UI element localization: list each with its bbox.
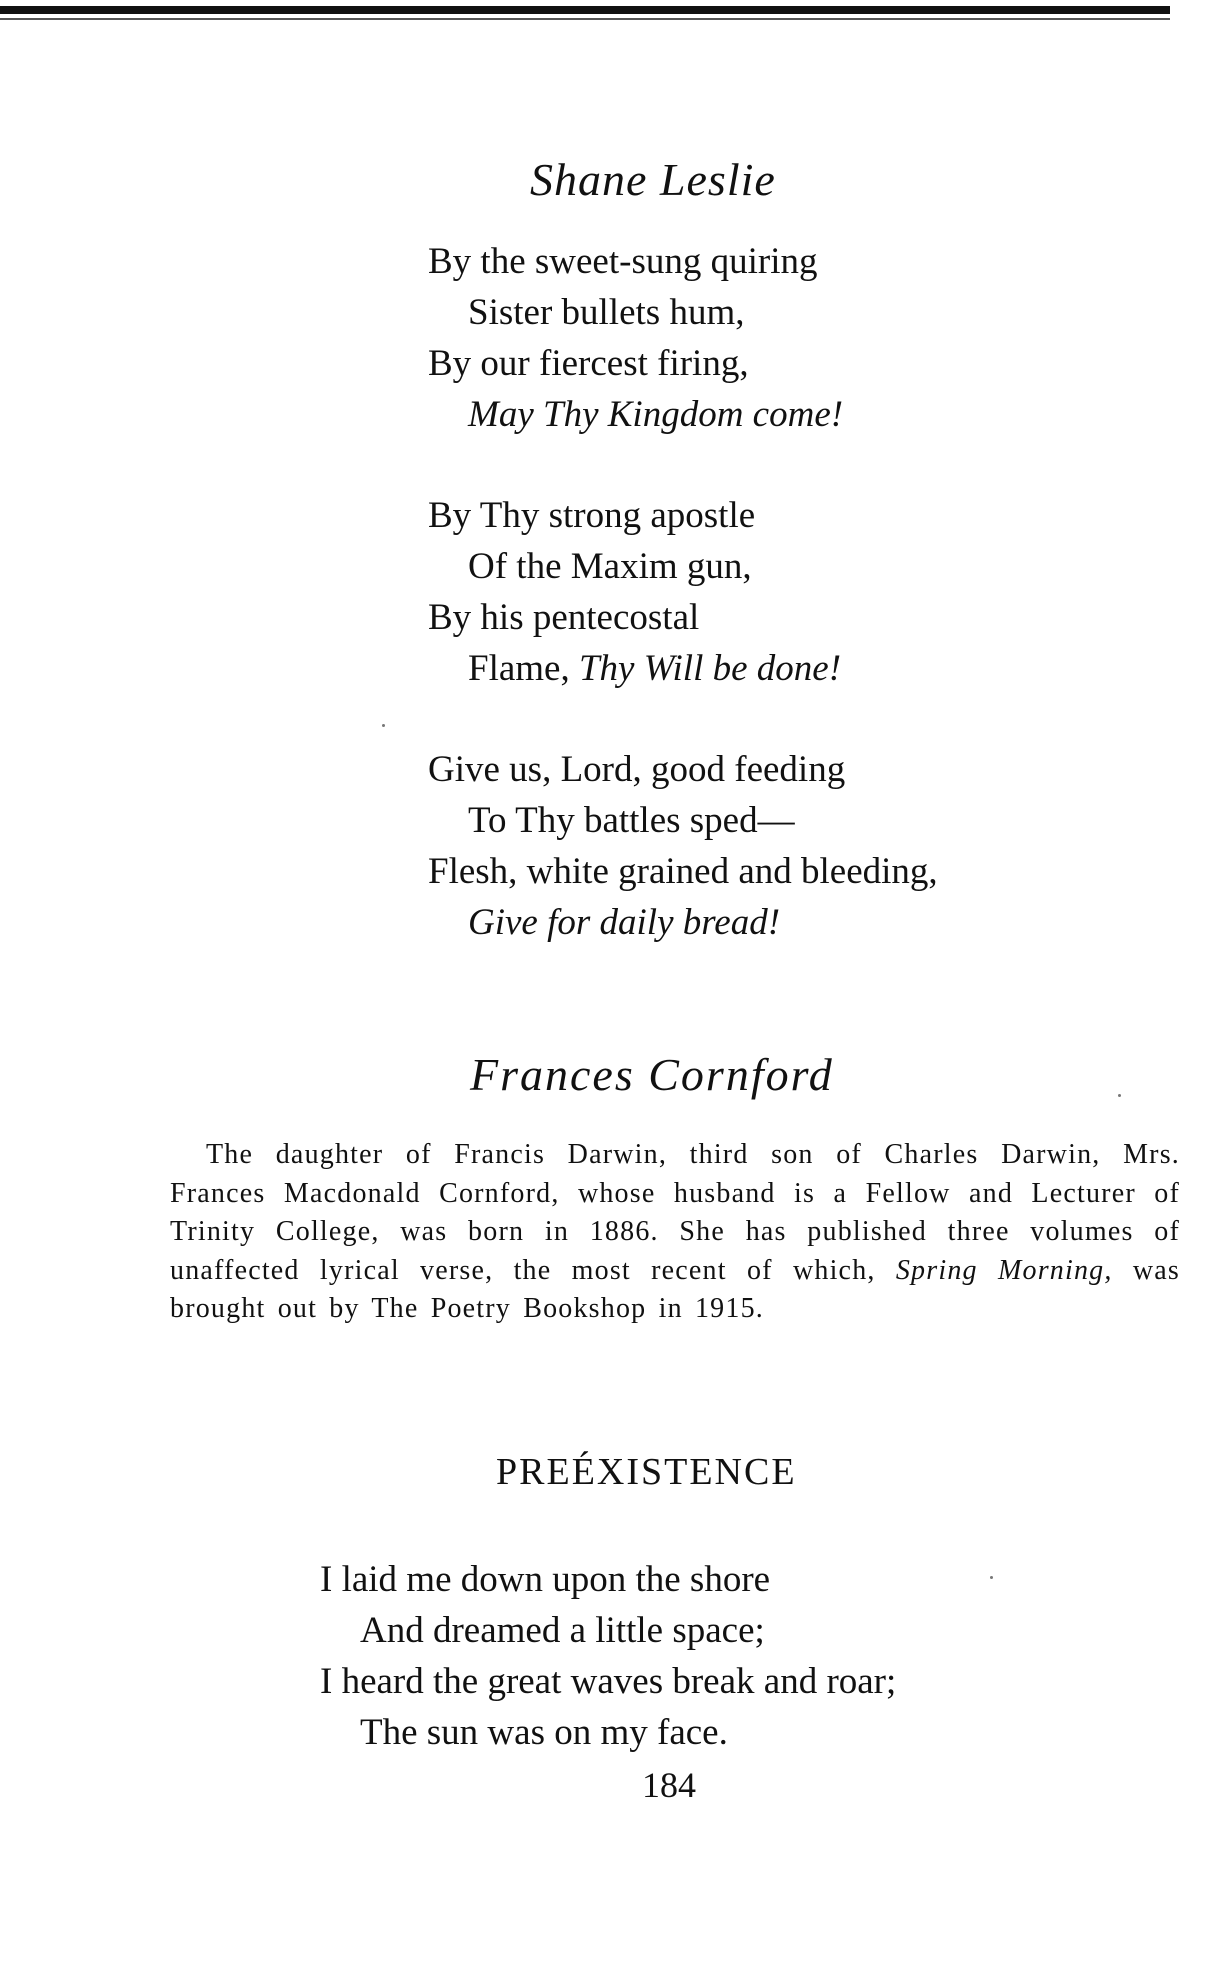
poem-line: By the sweet-sung quiring <box>428 241 818 282</box>
poem-title: PREÉXISTENCE <box>496 1451 797 1493</box>
poem-line: May Thy Kingdom come! <box>468 394 844 435</box>
poem-line: Sister bullets hum, <box>468 292 745 333</box>
poem-line: I laid me down upon the shore <box>320 1559 771 1600</box>
top-rule-thin <box>0 18 1170 20</box>
poem-line: And dreamed a little space; <box>360 1610 765 1651</box>
poem-line: Of the Maxim gun, <box>468 546 752 587</box>
poem-line-roman: Flame, <box>468 648 579 689</box>
poem-line: By our fiercest firing, <box>428 343 749 384</box>
top-rule <box>0 6 1170 14</box>
poem-line: Flesh, white grained and bleeding, <box>428 851 938 892</box>
poem-line: By his pentecostal <box>428 597 700 638</box>
poem-stanza-1 <box>428 236 843 440</box>
biography-text: The daughter of Francis Darwin, third son of Charles Darwin, Mrs. Frances Macdonald Cornford, whose husband is a Fellow and Lecturer of Trinity College, was born in 1886. She has published three volumes of unaffected lyrical verse, the most recent of which, <box>170 1139 1180 1286</box>
print-speck <box>382 724 385 727</box>
poem-line: The sun was on my face. <box>360 1712 728 1753</box>
print-speck <box>990 1576 993 1579</box>
poem-stanza-2 <box>428 490 841 694</box>
print-speck <box>1118 1094 1121 1097</box>
author-heading-frances-cornford: Frances Cornford <box>470 1049 834 1100</box>
poem-line: Give for daily bread! <box>468 902 781 943</box>
page-number: 184 <box>642 1765 696 1805</box>
poem-line <box>428 643 841 694</box>
biography-paragraph <box>170 1136 1180 1329</box>
poem-line: By Thy strong apostle <box>428 495 756 536</box>
author-heading-shane-leslie: Shane Leslie <box>530 154 776 205</box>
poem-line: To Thy battles sped— <box>468 800 795 841</box>
biography-book-title: Spring Morning, <box>895 1254 1113 1286</box>
biography-text-end: was brought out by The Poetry Bookshop in 1915. <box>170 1254 1180 1324</box>
poem-stanza-preexistence <box>320 1554 896 1758</box>
poem-line: Give us, Lord, good feeding <box>428 749 846 790</box>
poem-stanza-3 <box>428 744 938 948</box>
poem-line-italic: Thy Will be done! <box>578 648 842 689</box>
poem-line: I heard the great waves break and roar; <box>320 1661 897 1702</box>
author-biography <box>170 1136 1180 1329</box>
